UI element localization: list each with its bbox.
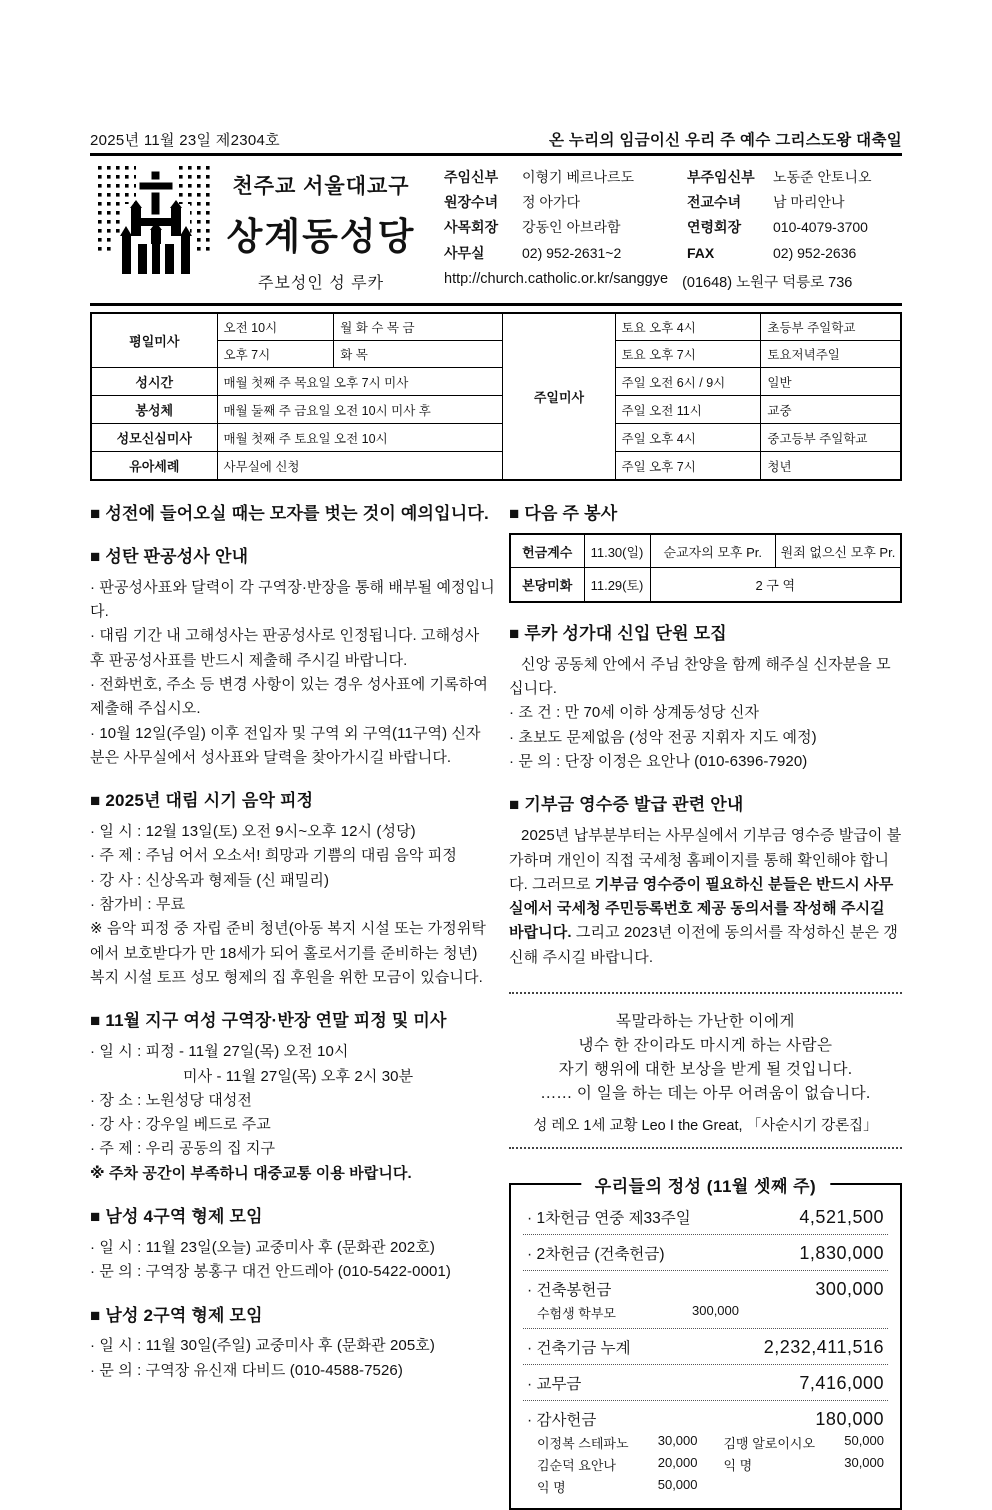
section-paragraph	[509, 824, 902, 970]
table-row	[510, 534, 901, 568]
contact-label: 사목회장	[444, 219, 499, 236]
section-title-men2-meeting: ■ 남성 2구역 형제 모임	[90, 1305, 263, 1325]
donor-amount: 50,000	[844, 1433, 884, 1449]
donor-amount: 20,000	[657, 1455, 698, 1471]
section-text: · 문 의 : 구역장 봉홍구 대건 안드레아 (010-5422-0001)	[90, 1263, 452, 1281]
weekday-time: 오후 7시	[217, 341, 334, 368]
section-note: ※ 음악 피정 중 자립 준비 청년(아동 복지 시설 또는 가정위탁에서 보호받다가 만 18세가 되어 홀로서기를 준비하는 청년) 복지 시설 토프 성모 형제의 집 후원을 위한 모금이 있습니다.	[90, 920, 487, 986]
service-table	[509, 533, 902, 603]
receipt-text-bold: 기부금 영수증이 필요하신 분들은 반드시 사무실에서 국세청 주민등록번호 제공 동의서를 작성해 주시길 바랍니다.	[509, 875, 894, 942]
schedule-value: 매월 둘째 주 금요일 오전 10시 미사 후	[217, 396, 503, 424]
schedule-label: 봉성체	[91, 396, 217, 424]
offering-amount: 300,000	[815, 1279, 884, 1300]
section-text: · 전화번호, 주소 등 변경 사항이 있는 경우 성사표에 기록하여 제출해 주십시오.	[90, 676, 488, 718]
sunday-time: 토요 오후 4시	[615, 313, 761, 341]
service-date: 11.29(토)	[584, 568, 650, 602]
right-column	[509, 501, 902, 1510]
service-date: 11.30(일)	[584, 534, 650, 568]
offering-label: · 1차헌금 연중 제33주일	[527, 1210, 691, 1228]
mass-schedule-table	[90, 312, 902, 481]
section-text: · 주 제 : 주님 어서 오소서! 희망과 기쁨의 대림 음악 피정	[90, 847, 457, 865]
weekday-days: 화 목	[334, 341, 503, 368]
issue-date: 2025년 11월 23일 제2304호	[90, 132, 280, 149]
section-title-women-retreat: ■ 11월 지구 여성 구역장·반장 연말 피정 및 미사	[90, 1011, 447, 1031]
masthead-contacts	[426, 164, 902, 292]
table-row	[91, 424, 901, 452]
sunday-time: 토요 오후 7시	[615, 341, 761, 368]
offering-amount: 4,521,500	[799, 1207, 884, 1228]
section-note: ※ 주차 공간이 부족하니 대중교통 이용 바랍니다.	[90, 1164, 412, 1182]
left-column	[90, 501, 495, 1510]
offering-row	[523, 1329, 888, 1365]
donor-entry	[724, 1433, 885, 1452]
donor-name: 김순덕 요안나	[537, 1458, 616, 1474]
section-text: · 주 제 : 우리 공동의 집 지구	[90, 1140, 276, 1158]
offering-label: · 감사헌금	[527, 1412, 597, 1430]
offering-label: · 교무금	[527, 1376, 582, 1394]
sunday-mass-label: 주일미사	[503, 313, 615, 480]
donor-amount: 30,000	[657, 1433, 698, 1449]
section-text: · 초보도 문제없음 (성악 전공 지휘자 지도 예정)	[509, 728, 817, 746]
quote-line: 목말라하는 가난한 이에게	[616, 1013, 795, 1031]
sunday-desc: 교중	[761, 396, 901, 424]
section-text: · 조 건 : 만 70세 이하 상계동성당 신자	[509, 704, 760, 722]
church-address: (01648) 노원구 덕릉로 736	[682, 274, 853, 291]
offering-box	[509, 1177, 902, 1510]
top-header-row	[90, 128, 902, 156]
patron-saint: 주보성인 성 루카	[257, 275, 385, 292]
section-title-donation-receipt: ■ 기부금 영수증 발급 관련 안내	[509, 795, 744, 815]
donor-name: 익 명	[723, 1458, 753, 1474]
offering-row	[523, 1365, 888, 1401]
church-logo-icon	[96, 164, 216, 276]
sunday-desc: 토요저녁주일	[761, 341, 901, 368]
donor-name: 익 명	[537, 1480, 566, 1496]
offering-row	[523, 1401, 888, 1431]
offering-row	[523, 1199, 888, 1235]
offering-label: · 건축봉헌금	[527, 1282, 612, 1300]
offering-amount: 2,232,411,516	[763, 1337, 884, 1358]
section-text: 신앙 공동체 안에서 주님 찬양을 함께 해주실 신자분을 모십니다.	[509, 655, 891, 698]
offering-label: · 건축기금 누계	[527, 1340, 631, 1358]
donor-amount: 50,000	[657, 1477, 698, 1493]
church-name: 상계동성당	[226, 216, 416, 257]
contact-value: 노동준 안토니오	[773, 169, 872, 185]
quote-attribution: 성 레오 1세 교황 Leo Ⅰ the Great, 「사순시기 강론집」	[533, 1118, 878, 1135]
schedule-label: 성시간	[91, 368, 217, 396]
offering-title: 우리들의 정성 (11월 셋째 주)	[581, 1172, 830, 1197]
schedule-value: 사무실에 신청	[217, 452, 503, 481]
weekday-days: 월 화 수 목 금	[334, 313, 503, 341]
web-address-row	[444, 271, 902, 292]
contact-value: 010-4079-3700	[773, 219, 868, 236]
schedule-label: 유아세례	[91, 452, 217, 481]
donor-entry	[537, 1477, 698, 1496]
sunday-desc: 청년	[761, 452, 901, 481]
contact-grid	[444, 168, 902, 262]
section-text: · 문 의 : 구역장 유신재 다비드 (010-4588-7526)	[90, 1361, 403, 1379]
quote-line: 냉수 한 잔이라도 마시게 하는 사람은	[578, 1037, 833, 1055]
receipt-text-normal: 그리고 2023년 이전에 동의서를 작성하신 분은 갱신해 주시길 바랍니다.	[509, 924, 898, 966]
contact-label: 연령회장	[687, 219, 742, 236]
contact-label: 원장수녀	[444, 194, 499, 211]
offering-amount: 1,830,000	[799, 1243, 884, 1264]
contact-label: 주임신부	[444, 169, 499, 185]
section-text: · 대림 기간 내 고해성사는 판공성사로 인정됩니다. 고해성사 후 판공성사표를 반드시 제출해 주시길 바랍니다.	[90, 627, 480, 669]
donor-entry	[537, 1455, 698, 1474]
section-title-next-week-service: ■ 다음 주 봉사	[509, 504, 618, 523]
sunday-time: 주일 오후 7시	[615, 452, 761, 481]
sunday-desc: 일반	[761, 368, 901, 396]
section-text: · 일 시 : 12월 13일(토) 오전 9시~오후 12시 (성당)	[90, 823, 416, 841]
table-row	[510, 568, 901, 602]
offering-subrow	[523, 1301, 888, 1329]
section-text: · 일 시 : 피정 - 11월 27일(목) 오전 10시	[90, 1043, 349, 1061]
contact-label: 부주임신부	[687, 169, 755, 185]
sunday-time: 주일 오전 6시 / 9시	[615, 368, 761, 396]
section-title-men4-meeting: ■ 남성 4구역 형제 모임	[90, 1206, 263, 1226]
donor-name: 이정복 스테파노	[537, 1436, 629, 1452]
contact-label: 전교수녀	[687, 194, 742, 211]
service-team: 2 구 역	[650, 568, 901, 602]
section-text: · 장 소 : 노원성당 대성전	[90, 1091, 253, 1109]
service-label: 본당미화	[510, 568, 584, 602]
sunday-desc: 중고등부 주일학교	[761, 424, 901, 452]
section-title-music-retreat: ■ 2025년 대림 시기 음악 피정	[90, 791, 314, 811]
weekday-mass-label: 평일미사	[91, 313, 217, 368]
masthead-titles	[216, 164, 426, 293]
donor-entry	[724, 1455, 885, 1474]
sunday-time: 주일 오전 11시	[615, 396, 761, 424]
donor-entry-empty	[724, 1477, 885, 1496]
service-label: 헌금계수	[510, 534, 584, 568]
section-title-confession: ■ 성탄 판공성사 안내	[90, 546, 249, 566]
donor-amount: 30,000	[844, 1455, 884, 1471]
offering-amount: 180,000	[815, 1409, 884, 1430]
schedule-value: 매월 첫째 주 토요일 오전 10시	[217, 424, 503, 452]
section-text: · 강 사 : 강우일 베드로 주교	[90, 1116, 271, 1134]
section-text: · 10월 12일(주일) 이후 전입자 및 구역 외 구역(11구역) 신자분은 사무실에서 성사표와 달력을 찾아가시길 바랍니다.	[90, 724, 481, 766]
section-text: · 일 시 : 11월 23일(오늘) 교중미사 후 (문화관 202호)	[90, 1238, 435, 1256]
church-website: http://church.catholic.or.kr/sanggye	[444, 270, 669, 287]
contact-value: 강동인 아브라함	[522, 219, 621, 236]
thanks-donor-list	[523, 1431, 888, 1500]
schedule-value: 매월 첫째 주 목요일 오후 7시 미사	[217, 368, 503, 396]
donor-name: 수험생 학부모	[537, 1306, 616, 1322]
church-logo	[96, 164, 216, 276]
offering-row	[523, 1235, 888, 1271]
service-team: 원죄 없으신 모후 Pr.	[776, 534, 902, 568]
section-text: 미사 - 11월 27일(목) 오후 2시 30분	[183, 1067, 414, 1085]
sunday-time: 주일 오후 4시	[615, 424, 761, 452]
section-text: · 참가비 : 무료	[90, 896, 186, 914]
table-row	[91, 313, 901, 341]
receipt-text-normal: 2025년 납부분부터는 사무실에서 기부금 영수증 발급이 불가하며 개인이 직접 국세청 홈페이지를 통해 확인해야 합니다. 그러므로	[509, 827, 902, 893]
contact-value: 02) 952-2636	[773, 244, 857, 261]
quote-block	[509, 992, 902, 1149]
weekday-time: 오전 10시	[217, 313, 334, 341]
quote-line: …… 이 일을 하는 데는 아무 어려움이 없습니다.	[540, 1085, 871, 1103]
donor-amount: 300,000	[692, 1303, 739, 1319]
donor-entry	[537, 1433, 698, 1452]
quote-line: 자기 행위에 대한 보상을 받게 될 것입니다.	[558, 1061, 853, 1079]
sunday-desc: 초등부 주일학교	[761, 313, 901, 341]
section-title-choir-recruit: ■ 루카 성가대 신입 단원 모집	[509, 623, 727, 643]
table-row	[91, 452, 901, 481]
section-text: · 판공성사표와 달력이 각 구역장·반장을 통해 배부될 예정입니다.	[90, 578, 495, 621]
feast-title: 온 누리의 임금이신 우리 주 예수 그리스도왕 대축일	[549, 132, 902, 149]
section-text: · 일 시 : 11월 30일(주일) 교중미사 후 (문화관 205호)	[90, 1337, 435, 1355]
contact-label: 사무실	[444, 244, 485, 261]
masthead	[90, 156, 902, 306]
table-row	[91, 368, 901, 396]
contact-value: 정 아가다	[522, 194, 580, 211]
offering-label: · 2차헌금 (건축헌금)	[527, 1246, 665, 1264]
donor-name: 김맹 알로이시오	[723, 1436, 816, 1452]
section-text: · 강 사 : 신상옥과 형제들 (신 패밀리)	[90, 871, 330, 889]
contact-label: FAX	[687, 244, 715, 261]
service-team: 순교자의 모후 Pr.	[650, 534, 776, 568]
section-text: · 문 의 : 단장 이정은 요안나 (010-6396-7920)	[509, 753, 808, 771]
contact-value: 이형기 베르나르도	[522, 169, 635, 185]
offering-row	[523, 1271, 888, 1301]
schedule-label: 성모신심미사	[91, 424, 217, 452]
contact-value: 02) 952-2631~2	[522, 244, 622, 261]
offering-amount: 7,416,000	[799, 1373, 884, 1394]
diocese-name: 천주교 서울대교구	[232, 175, 410, 198]
table-row	[91, 396, 901, 424]
bulletin-page	[90, 0, 902, 1510]
contact-value: 남 마리안나	[773, 194, 845, 211]
section-title-hat-etiquette: ■ 성전에 들어오실 때는 모자를 벗는 것이 예의입니다.	[90, 504, 489, 523]
